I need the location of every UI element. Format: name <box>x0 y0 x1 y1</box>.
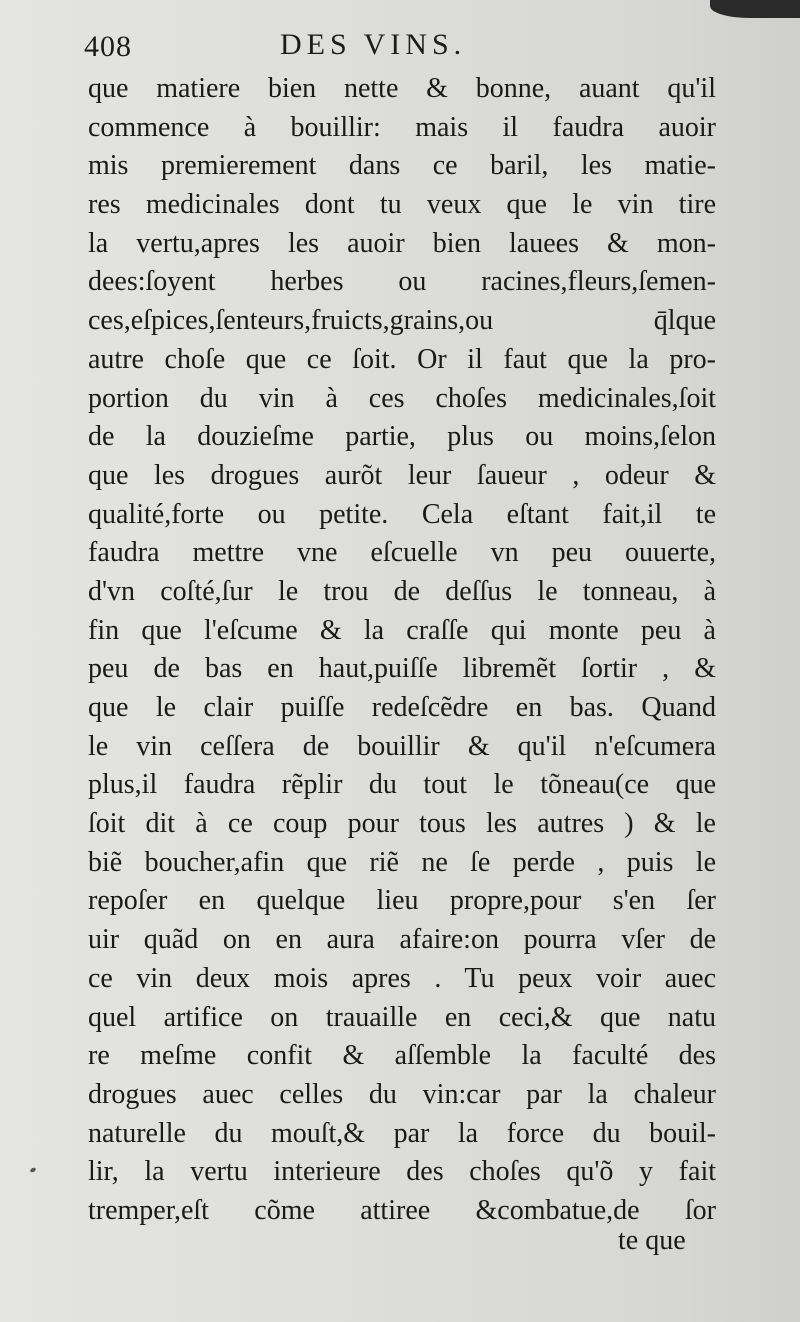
text-line: ſoit dit à ce coup pour tous les autres ) & le <box>88 808 716 840</box>
text-line: ce vin deux mois apres . Tu peux voir auec <box>88 962 716 994</box>
text-line: portion du vin à ces choſes medicinales,ſoit <box>88 382 716 414</box>
text-line: naturelle du mouſt,& par la force du bouil- <box>88 1117 716 1149</box>
text-line: mis premierement dans ce baril, les matie- <box>88 150 716 182</box>
text-line: ces,eſpices,ſenteurs,fruicts,grains,ou q̄lque <box>88 305 716 337</box>
text-line: re meſme confit & aſſemble la faculté des <box>88 1040 716 1072</box>
text-line: que le clair puiſſe redeſcẽdre en bas. Quand <box>88 692 716 723</box>
text-line: le vin ceſſera de bouillir & qu'il n'eſcumera <box>88 730 716 762</box>
text-line: commence à bouillir: mais il faudra auoir <box>88 111 716 143</box>
text-line: lir, la vertu interieure des choſes qu'õ y fait <box>88 1156 716 1188</box>
text-line: biẽ boucher,afin que riẽ ne ſe perde , puis le <box>88 846 716 878</box>
page-number: 408 <box>84 30 132 63</box>
text-line: qualité,forte ou petite. Cela eſtant fait,il te <box>88 498 716 530</box>
text-line: que matiere bien nette & bonne, auant qu'il <box>88 73 716 104</box>
text-line: repoſer en quelque lieu propre,pour s'en ſer <box>88 885 716 917</box>
text-line: faudra mettre vne eſcuelle vn peu ouuerte, <box>88 537 716 569</box>
text-line: que les drogues aurõt leur ſaueur , odeur & <box>88 459 716 491</box>
ink-speck <box>29 1167 36 1173</box>
text-line: tremper,eſt cõme attiree &combatue,de ſor <box>88 1194 716 1226</box>
text-line: fin que l'eſcume & la craſſe qui monte peu à <box>88 614 716 646</box>
catchword: te que <box>618 1225 686 1256</box>
text-line: uir quãd on en aura afaire:on pourra vſer de <box>88 924 716 956</box>
body-text <box>88 70 716 1231</box>
text-line: plus,il faudra rẽplir du tout le tõneau(ce que <box>88 769 716 801</box>
text-line: res medicinales dont tu veux que le vin tire <box>88 189 716 221</box>
text-line: de la douzieſme partie, plus ou moins,ſelon <box>88 421 716 453</box>
text-line: drogues auec celles du vin:car par la chaleur <box>88 1078 716 1110</box>
text-line: peu de bas en haut,puiſſe libremẽt ſortir , & <box>88 653 716 685</box>
text-line: quel artifice on trauaille en ceci,& que natu <box>88 1001 716 1033</box>
text-line: autre choſe que ce ſoit. Or il faut que la pro- <box>88 343 716 375</box>
running-title: DES VINS. <box>280 28 467 61</box>
text-line: la vertu,apres les auoir bien lauees & mon- <box>88 227 716 259</box>
text-line: d'vn coſté,ſur le trou de deſſus le tonneau, à <box>88 575 716 607</box>
text-line: dees:ſoyent herbes ou racines,fleurs,ſemen- <box>88 266 716 298</box>
page-header <box>84 24 724 64</box>
page-corner-shadow <box>710 0 800 18</box>
